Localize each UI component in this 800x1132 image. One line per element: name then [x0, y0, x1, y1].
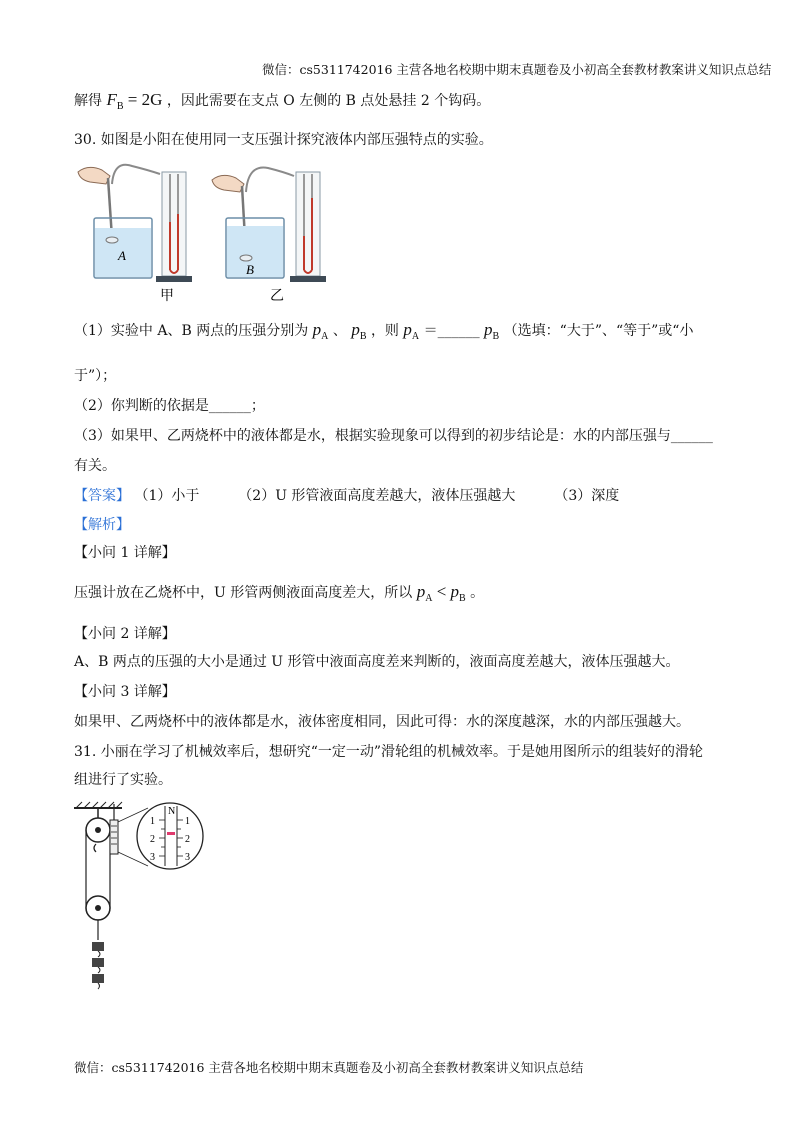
- zoom-unit: N: [168, 806, 176, 817]
- separator: 、: [332, 323, 347, 339]
- pa-lt-pb: $p_A < p_B$: [416, 582, 466, 604]
- weight-hook-1: [98, 951, 100, 957]
- rubber-hose: [112, 165, 160, 184]
- movable-pulley-axle: [95, 905, 101, 911]
- q30-stem: 30. 如图是小阳在使用同一支压强计探究液体内部压强特点的实验。: [74, 132, 493, 148]
- answer-3: （3）深度: [554, 488, 620, 504]
- tick-left-1: 1: [150, 816, 155, 827]
- page-header: 微信：cs5311742016 主营各地名校期中期末真题卷及小初高全套教材教案讲义知识点总结: [262, 62, 772, 77]
- probe-head-b: [240, 255, 252, 261]
- q30-part2: （2）你判断的依据是______；: [74, 398, 265, 414]
- answer-tag: 【答案】: [74, 488, 130, 504]
- q30-part3-cont: 有关。: [74, 458, 116, 474]
- p-b: $p_B$: [351, 320, 367, 342]
- water-yi: [227, 226, 283, 277]
- sub3-text: 如果甲、乙两烧杯中的液体都是水，液体密度相同，因此可得：水的深度越深，水的内部压强越大。: [74, 714, 690, 730]
- sub1-end: 。: [470, 585, 485, 601]
- stand-base-jia: [156, 276, 192, 282]
- prev-solution-line: [74, 90, 490, 117]
- hand-icon: [78, 167, 110, 184]
- spring-scale: [110, 820, 118, 854]
- weight-1: [92, 942, 104, 951]
- p-a: $p_A$: [312, 320, 329, 342]
- q31-stem-2: 组进行了实验。: [74, 772, 172, 788]
- p-b-2: $p_B$: [484, 320, 500, 342]
- q30-part1-cont: 于”）；: [74, 368, 117, 384]
- prev-prefix: 解得: [74, 93, 102, 109]
- setup-jia: [78, 165, 192, 304]
- tick-right-1: 1: [185, 816, 190, 827]
- label-jia: 甲: [160, 289, 174, 304]
- p-a-2: $p_A$: [403, 320, 420, 342]
- label-a: A: [118, 248, 126, 263]
- fixed-pulley-axle: [95, 827, 101, 833]
- sub1-title: 【小问 1 详解】: [74, 545, 176, 561]
- sub2-title: 【小问 2 详解】: [74, 626, 176, 642]
- q30-figure: [70, 160, 340, 308]
- weight-hook-3: [98, 983, 100, 989]
- u-tube-board-yi: [296, 172, 320, 276]
- u-tube-board-jia: [162, 172, 186, 276]
- probe-head-a: [106, 237, 118, 243]
- setup-yi: [212, 168, 326, 305]
- tick-left-3: 3: [150, 852, 155, 863]
- answer-line: [74, 486, 619, 506]
- q30-part1: [74, 320, 693, 347]
- hand-icon: [212, 175, 244, 192]
- scale-pointer: [167, 832, 175, 835]
- answer-1: （1）小于: [134, 488, 200, 504]
- label-b: B: [246, 262, 254, 277]
- sub1-text: [74, 582, 484, 609]
- stand-base-yi: [290, 276, 326, 282]
- sub2-text: A、B 两点的压强的大小是通过 U 形管中液面高度差来判断的，液面高度差越大，液体压强越大。: [74, 654, 680, 670]
- weight-2: [92, 958, 104, 967]
- fixed-hook: [94, 844, 96, 852]
- then-text: ，则: [370, 323, 399, 339]
- formula-fb: $F_B = 2G$: [106, 90, 163, 112]
- weight-3: [92, 974, 104, 983]
- page-footer: 微信：cs5311742016 主营各地名校期中期末真题卷及小初高全套教材教案讲义知识点总结: [74, 1060, 584, 1075]
- analysis-tag: 【解析】: [74, 517, 130, 533]
- q30-part3: （3）如果甲、乙两烧杯中的液体都是水，根据实验现象可以得到的初步结论是：水的内部压强与______: [74, 428, 713, 444]
- rubber-hose: [246, 168, 294, 193]
- q31-stem-1: 31. 小丽在学习了机械效率后，想研究“一定一动”滑轮组的机械效率。于是她用图所示的组装好的滑轮: [74, 744, 704, 760]
- tick-left-2: 2: [150, 834, 155, 845]
- tick-right-2: 2: [185, 834, 190, 845]
- prev-suffix: ，因此需要在支点 O 左侧的 B 点处悬挂 2 个钩码。: [166, 93, 491, 109]
- q31-figure: [70, 800, 210, 992]
- part1-text: （1）实验中 A、B 两点的压强分别为: [74, 323, 309, 339]
- tick-right-3: 3: [185, 852, 190, 863]
- answer-blank-1: ＝______: [423, 323, 480, 339]
- sub3-title: 【小问 3 详解】: [74, 684, 176, 700]
- label-yi: 乙: [270, 289, 284, 304]
- weight-hook-2: [98, 967, 100, 973]
- sub1-body: 压强计放在乙烧杯中，U 形管两侧液面高度差大，所以: [74, 585, 413, 601]
- answer-2: （2）U 形管液面高度差越大，液体压强越大: [238, 488, 516, 504]
- choice-hint: （选填：“大于”、“等于”或“小: [503, 323, 694, 339]
